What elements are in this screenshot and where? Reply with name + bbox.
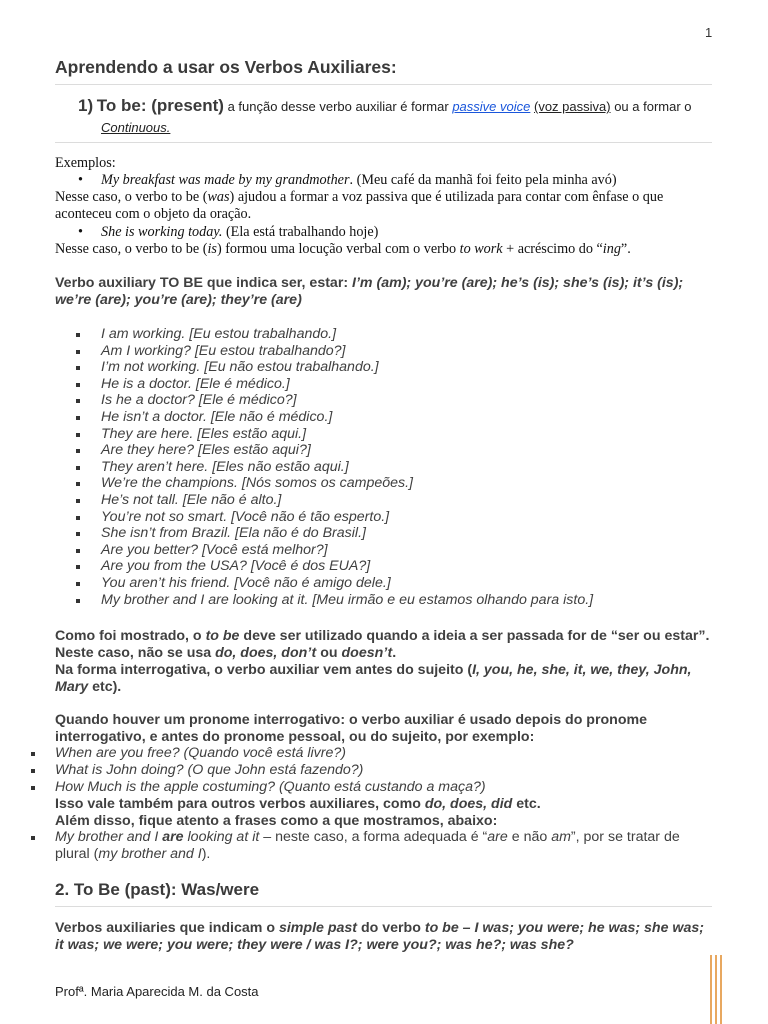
list-item: Are they here? [Eles estão aqui?] — [76, 442, 593, 459]
square-bullet-icon — [76, 532, 80, 536]
list-item: He isn’t a doctor. [Ele não é médico.] — [76, 409, 593, 426]
section1-heading — [78, 96, 692, 116]
square-bullet-icon — [76, 582, 80, 586]
section1-intro-b: (voz passiva) — [533, 99, 611, 114]
continuous-term: Continuous. — [101, 120, 171, 135]
list-item: She isn’t from Brazil. [Ela não é do Brasil.] — [76, 525, 593, 542]
tobe-heading: Verbo auxiliary TO BE que indica ser, estar: I’m (am); you’re (are); he’s (is); she’s (is); it’s (is); we’re (are); you’re (are); they’re (are) — [55, 275, 684, 308]
title-divider — [55, 84, 712, 85]
square-bullet-icon — [31, 836, 35, 840]
footer-author: Profª. Maria Aparecida M. da Costa — [55, 984, 259, 999]
example2-note: Nesse caso, o verbo to be (is) formou uma locução verbal com o verbo to work + acréscimo do “ing”. — [55, 241, 631, 257]
paragraph-attention: Além disso, fique atento a frases como a que mostramos, abaixo: — [55, 813, 498, 829]
example1: My breakfast was made by my grandmother. (Meu café da manhã foi feito pela minha avó) — [101, 172, 617, 188]
examples-label: Exemplos: — [55, 155, 116, 171]
list-item: They aren’t here. [Eles não estão aqui.] — [76, 459, 593, 476]
plural-example: My brother and I are looking at it – neste caso, a forma adequada é “are e não am”, por se tratar de plural (my brother and I). — [55, 829, 680, 862]
passive-voice-link[interactable]: passive voice — [452, 99, 531, 114]
list-item: Are you better? [Você está melhor?] — [76, 542, 593, 559]
section2-divider — [55, 906, 712, 907]
square-bullet-icon — [76, 399, 80, 403]
square-bullet-icon — [76, 333, 80, 337]
page-number: 1 — [705, 25, 713, 40]
list-item: You’re not so smart. [Você não é tão esperto.] — [76, 509, 593, 526]
list-item: My brother and I are looking at it. [Meu irmão e eu estamos olhando para isto.] — [76, 592, 593, 609]
square-bullet-icon — [76, 416, 80, 420]
bullet-icon: • — [78, 224, 83, 240]
list-item: You aren’t his friend. [Você não é amigo dele.] — [76, 575, 593, 592]
square-bullet-icon — [76, 366, 80, 370]
page-title: Aprendendo a usar os Verbos Auxiliares: — [55, 57, 397, 77]
tobe-examples-list — [76, 326, 593, 608]
square-bullet-icon — [76, 482, 80, 486]
question-item: What is John doing? (O que John está fazendo?) — [55, 762, 364, 778]
section1-intro-c: ou a formar o — [614, 99, 692, 114]
list-item: They are here. [Eles estão aqui.] — [76, 426, 593, 443]
list-item: Is he a doctor? [Ele é médico?] — [76, 392, 593, 409]
list-item: I’m not working. [Eu não estou trabalhando.] — [76, 359, 593, 376]
section1-title: To be: (present) — [96, 96, 224, 115]
section1-intro-a: a função desse verbo auxiliar é formar — [227, 99, 449, 114]
example2: She is working today. (Ela está trabalhando hoje) — [101, 224, 379, 240]
square-bullet-icon — [76, 449, 80, 453]
square-bullet-icon — [76, 599, 80, 603]
square-bullet-icon — [31, 769, 35, 773]
list-item: We’re the champions. [Nós somos os campeões.] — [76, 475, 593, 492]
list-item: I am working. [Eu estou trabalhando.] — [76, 326, 593, 343]
square-bullet-icon — [76, 466, 80, 470]
list-item: Am I working? [Eu estou trabalhando?] — [76, 343, 593, 360]
square-bullet-icon — [76, 549, 80, 553]
square-bullet-icon — [76, 383, 80, 387]
question-item: When are you free? (Quando você está livre?) — [55, 745, 346, 761]
list-item: Are you from the USA? [Você é dos EUA?] — [76, 558, 593, 575]
square-bullet-icon — [76, 433, 80, 437]
section1-number: 1) — [78, 96, 94, 115]
paragraph-tobe-usage: Como foi mostrado, o to be deve ser utilizado quando a ideia a ser passada for de “ser ou estar”. Neste caso, não se usa do, does, don’t ou doesn’t. — [55, 628, 710, 661]
section2-heading: 2. To Be (past): Was/were — [55, 880, 260, 899]
square-bullet-icon — [76, 350, 80, 354]
decorative-bar — [710, 955, 712, 1024]
paragraph-interrogative: Na forma interrogativa, o verbo auxiliar vem antes do sujeito (I, you, he, she, it, we, they, John, Mary etc). — [55, 662, 692, 695]
example1-note: Nesse caso, o verbo to be (was) ajudou a formar a voz passiva que é utilizada para contar com ênfase o que aconteceu com o objeto da oração. — [55, 189, 664, 222]
decorative-bar — [720, 955, 722, 1024]
paragraph-other-auxiliaries: Isso vale também para outros verbos auxiliares, como do, does, did etc. — [55, 796, 541, 812]
list-item: He is a doctor. [Ele é médico.] — [76, 376, 593, 393]
decorative-bar — [715, 955, 717, 1024]
list-item: He’s not tall. [Ele não é alto.] — [76, 492, 593, 509]
square-bullet-icon — [31, 786, 35, 790]
paragraph-simple-past: Verbos auxiliaries que indicam o simple past do verbo to be – I was; you were; he was; she was; it was; we were; you were; they were / was I?; were you?; was he?; was she? — [55, 920, 704, 953]
paragraph-interrogative-pronoun: Quando houver um pronome interrogativo: o verbo auxiliar é usado depois do pronome interrogativo, e antes do pronome pessoal, ou do sujeito, por exemplo: — [55, 712, 648, 745]
question-item: How Much is the apple costuming? (Quanto está custando a maça?) — [55, 779, 486, 795]
square-bullet-icon — [31, 752, 35, 756]
bullet-icon: • — [78, 172, 83, 188]
square-bullet-icon — [76, 516, 80, 520]
section1-divider — [55, 142, 712, 143]
square-bullet-icon — [76, 565, 80, 569]
square-bullet-icon — [76, 499, 80, 503]
